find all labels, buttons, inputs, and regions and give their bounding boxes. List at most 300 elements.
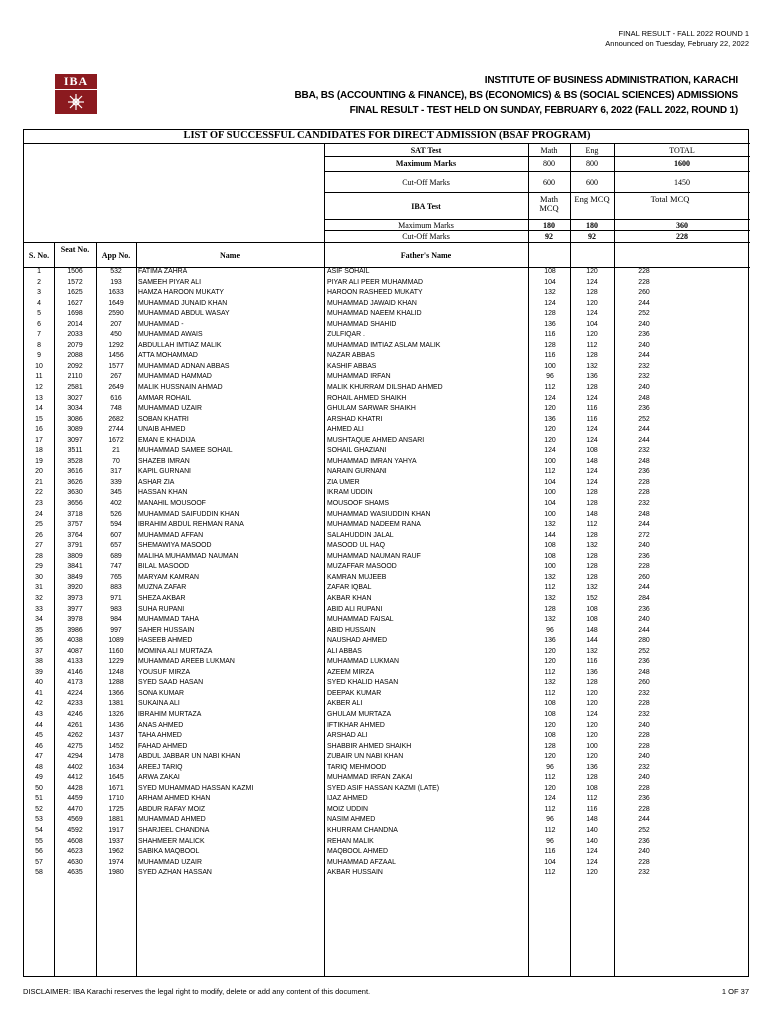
cell-total-mcq: 252 (638, 310, 650, 318)
cell-father-name: NAZAR ABBAS (327, 352, 375, 360)
cell-sno: 13 (35, 394, 43, 402)
table-row (24, 837, 750, 848)
cell-father-name: MOIZ UDDIN (327, 805, 368, 813)
cell-math-mcq: 132 (544, 594, 556, 602)
cell-app-no: 1160 (108, 647, 124, 655)
cell-seat-no: 4294 (67, 753, 83, 761)
cell-name: HASEEB AHMED (138, 637, 193, 645)
cell-sno: 40 (35, 679, 43, 687)
cell-father-name: AKBAR KHAN (327, 594, 372, 602)
cell-math-mcq: 104 (544, 500, 556, 508)
cell-eng-mcq: 108 (586, 616, 598, 624)
cell-father-name: SALAHUDDIN JALAL (327, 531, 394, 539)
cell-math-mcq: 100 (544, 510, 556, 518)
table-row (24, 773, 750, 784)
cell-name: MUHAMMAD UZAIR (138, 858, 202, 866)
cell-eng-mcq: 128 (586, 289, 598, 297)
cell-seat-no: 2110 (67, 373, 83, 381)
cell-name: ABDUL JABBAR UN NABI KHAN (138, 753, 241, 761)
iba-eng-header: Eng MCQ (574, 194, 610, 204)
cell-total-mcq: 272 (638, 531, 650, 539)
cell-math-mcq: 132 (544, 521, 556, 529)
cell-eng-mcq: 124 (586, 858, 598, 866)
cell-seat-no: 1698 (67, 310, 83, 318)
cell-father-name: MALIK KHURRAM DILSHAD AHMED (327, 384, 443, 392)
cell-name: MALIK HUSSNAIN AHMAD (138, 384, 223, 392)
cell-father-name: PIYAR ALI PEER MUHAMMAD (327, 278, 423, 286)
cell-total-mcq: 260 (638, 289, 650, 297)
cell-math-mcq: 100 (544, 457, 556, 465)
col-header-seat: Seat No. (60, 245, 90, 254)
cell-total-mcq: 232 (638, 689, 650, 697)
cell-eng-mcq: 124 (586, 468, 598, 476)
cell-name: ATTA MOHAMMAD (138, 352, 198, 360)
cell-seat-no: 2092 (67, 362, 83, 370)
table-row (24, 626, 750, 637)
cell-seat-no: 1625 (67, 289, 83, 297)
sat-cut-eng: 600 (586, 178, 598, 187)
cell-math-mcq: 128 (544, 341, 556, 349)
cell-father-name: MUHAMMAD IRFAN (327, 373, 391, 381)
programs-line: BBA, BS (ACCOUNTING & FINANCE), BS (ECONOMICS) & BS (SOCIAL SCIENCES) ADMISSIONS (294, 90, 738, 101)
cell-sno: 38 (35, 658, 43, 666)
cell-eng-mcq: 132 (586, 362, 598, 370)
cell-father-name: SHABBIR AHMED SHAIKH (327, 742, 412, 750)
col-header-name: Name (220, 251, 240, 260)
cell-father-name: MUHAMMAD NAUMAN RAUF (327, 552, 421, 560)
cell-seat-no: 3034 (67, 405, 83, 413)
cell-eng-mcq: 124 (586, 394, 598, 402)
cell-math-mcq: 96 (546, 373, 554, 381)
cell-math-mcq: 108 (544, 732, 556, 740)
cell-app-no: 532 (110, 268, 122, 275)
cell-name: FATIMA ZAHRA (138, 268, 188, 275)
cell-app-no: 345 (110, 489, 122, 497)
cell-father-name: ARSHAD KHATRI (327, 415, 383, 423)
sat-total-header: TOTAL (669, 146, 695, 155)
cell-seat-no: 3841 (67, 563, 83, 571)
table-row (24, 320, 750, 331)
table-row (24, 436, 750, 447)
cell-app-no: 2649 (108, 384, 124, 392)
cell-total-mcq: 248 (638, 457, 650, 465)
cell-seat-no: 2079 (67, 341, 83, 349)
table-row (24, 531, 750, 542)
cell-seat-no: 3656 (67, 500, 83, 508)
cell-total-mcq: 228 (638, 563, 650, 571)
cell-sno: 54 (35, 826, 43, 834)
cell-total-mcq: 228 (638, 278, 650, 286)
table-row (24, 594, 750, 605)
cell-eng-mcq: 148 (586, 626, 598, 634)
cell-father-name: IJAZ AHMED (327, 795, 368, 803)
table-row (24, 362, 750, 373)
cell-father-name: ZAFAR IQBAL (327, 584, 372, 592)
cell-seat-no: 3978 (67, 616, 83, 624)
cell-eng-mcq: 120 (586, 753, 598, 761)
cell-eng-mcq: 128 (586, 352, 598, 360)
cell-total-mcq: 240 (638, 753, 650, 761)
cell-sno: 43 (35, 710, 43, 718)
cell-father-name: AZEEM MIRZA (327, 668, 375, 676)
cell-father-name: IKRAM UDDIN (327, 489, 373, 497)
cell-father-name: TARIQ MEHMOOD (327, 763, 387, 771)
cell-name: MUHAMMAD TAHA (138, 616, 199, 624)
table-row (24, 562, 750, 573)
cell-name: ARWA ZAKAI (138, 774, 180, 782)
cell-name: IBRAHIM MURTAZA (138, 710, 202, 718)
cell-total-mcq: 240 (638, 774, 650, 782)
cell-father-name: AHMED ALI (327, 426, 364, 434)
cell-father-name: NARAIN GURNANI (327, 468, 387, 476)
cell-app-no: 1671 (108, 784, 124, 792)
cell-math-mcq: 112 (544, 774, 556, 782)
cell-sno: 12 (35, 384, 43, 392)
cell-sno: 17 (35, 436, 43, 444)
table-row (24, 752, 750, 763)
cell-name: ANAS AHMED (138, 721, 184, 729)
cell-total-mcq: 228 (638, 478, 650, 486)
cell-sno: 5 (37, 310, 41, 318)
cell-math-mcq: 96 (546, 816, 554, 824)
table-row (24, 636, 750, 647)
cell-seat-no: 1572 (67, 278, 83, 286)
cell-sno: 18 (35, 447, 43, 455)
cell-name: MUHAMMAD - (138, 320, 184, 328)
cell-seat-no: 4459 (67, 795, 83, 803)
cell-sno: 9 (37, 352, 41, 360)
cell-app-no: 747 (110, 563, 122, 571)
col-header-sno: S. No. (28, 251, 50, 260)
cell-name: TAHA AHMED (138, 732, 182, 740)
cell-math-mcq: 108 (544, 542, 556, 550)
table-row (24, 488, 750, 499)
cell-math-mcq: 104 (544, 858, 556, 866)
cell-father-name: MAQBOOL AHMED (327, 848, 389, 856)
cell-total-mcq: 232 (638, 710, 650, 718)
cell-name: MUHAMMAD ABDUL WASAY (138, 310, 230, 318)
cell-seat-no: 4470 (67, 805, 83, 813)
cell-math-mcq: 100 (544, 489, 556, 497)
sat-max-total: 1600 (674, 159, 690, 168)
table-row (24, 299, 750, 310)
cell-eng-mcq: 128 (586, 774, 598, 782)
cell-math-mcq: 124 (544, 447, 556, 455)
cell-seat-no: 3528 (67, 457, 83, 465)
cell-name: MUHAMMAD AFFAN (138, 531, 204, 539)
cell-eng-mcq: 116 (586, 405, 598, 413)
cell-math-mcq: 132 (544, 616, 556, 624)
table-row (24, 510, 750, 521)
cell-name: MUHAMMAD SAIFUDDIN KHAN (138, 510, 240, 518)
cell-father-name: KAMRAN MUJEEB (327, 573, 387, 581)
sat-eng-header: Eng (585, 146, 599, 155)
cell-eng-mcq: 128 (586, 489, 598, 497)
cell-father-name: MUSHTAQUE AHMED ANSARI (327, 436, 425, 444)
cell-name: MUHAMMAD AWAIS (138, 331, 203, 339)
cell-seat-no: 3086 (67, 415, 83, 423)
cell-math-mcq: 120 (544, 405, 556, 413)
table-row (24, 415, 750, 426)
cell-math-mcq: 132 (544, 679, 556, 687)
cell-name: MANAHIL MOUSOOF (138, 500, 206, 508)
cell-total-mcq: 240 (638, 848, 650, 856)
cell-father-name: ZUBAIR UN NABI KHAN (327, 753, 404, 761)
table-row (24, 784, 750, 795)
cell-father-name: ASIF SOHAIL (327, 268, 370, 275)
cell-eng-mcq: 132 (586, 584, 598, 592)
cell-app-no: 1881 (108, 816, 124, 824)
cell-total-mcq: 240 (638, 320, 650, 328)
cell-sno: 15 (35, 415, 43, 423)
cell-sno: 33 (35, 605, 43, 613)
cell-app-no: 317 (110, 468, 122, 476)
table-row (24, 478, 750, 489)
iba-cut-total: 228 (676, 232, 688, 241)
cell-app-no: 765 (110, 573, 122, 581)
cell-total-mcq: 248 (638, 668, 650, 676)
cell-seat-no: 3986 (67, 626, 83, 634)
cell-name: MUHAMMAD SAMEE SOHAIL (138, 447, 233, 455)
cell-name: FAHAD AHMED (138, 742, 188, 750)
cell-math-mcq: 96 (546, 763, 554, 771)
cell-seat-no: 4630 (67, 858, 83, 866)
table-row (24, 731, 750, 742)
cell-math-mcq: 132 (544, 289, 556, 297)
cell-father-name: ZULFIQAR . (327, 331, 365, 339)
cell-seat-no: 3097 (67, 436, 83, 444)
cell-total-mcq: 240 (638, 542, 650, 550)
cell-sno: 53 (35, 816, 43, 824)
cell-eng-mcq: 112 (586, 795, 598, 803)
cell-total-mcq: 236 (638, 468, 650, 476)
iba-max-total: 360 (676, 221, 688, 230)
cell-seat-no: 2014 (67, 320, 83, 328)
cell-math-mcq: 136 (544, 637, 556, 645)
cell-eng-mcq: 136 (586, 668, 598, 676)
cell-math-mcq: 112 (544, 689, 556, 697)
cell-name: MUHAMMAD AHMED (138, 816, 206, 824)
cell-total-mcq: 244 (638, 299, 650, 307)
table-row (24, 868, 750, 879)
test-info-line: FINAL RESULT - TEST HELD ON SUNDAY, FEBRUARY 6, 2022 (FALL 2022, ROUND 1) (349, 105, 738, 116)
announcement-date: Announced on Tuesday, February 22, 2022 (605, 39, 749, 48)
cell-total-mcq: 244 (638, 426, 650, 434)
cell-seat-no: 3089 (67, 426, 83, 434)
cell-total-mcq: 248 (638, 510, 650, 518)
cell-father-name: MUHAMMAD NADEEM RANA (327, 521, 421, 529)
cell-father-name: GHULAM MURTAZA (327, 710, 392, 718)
cell-eng-mcq: 124 (586, 848, 598, 856)
table-row (24, 288, 750, 299)
table-row (24, 573, 750, 584)
cell-eng-mcq: 112 (586, 521, 598, 529)
cell-seat-no: 4428 (67, 784, 83, 792)
cell-total-mcq: 228 (638, 268, 650, 275)
cell-eng-mcq: 136 (586, 763, 598, 771)
cell-math-mcq: 100 (544, 563, 556, 571)
cell-seat-no: 4275 (67, 742, 83, 750)
cell-eng-mcq: 132 (586, 647, 598, 655)
cell-name: MOMINA ALI MURTAZA (138, 647, 213, 655)
cell-math-mcq: 112 (544, 869, 556, 877)
cell-seat-no: 3809 (67, 552, 83, 560)
cell-name: YOUSUF MIRZA (138, 668, 191, 676)
cell-name: KAPIL GURNANI (138, 468, 191, 476)
cell-total-mcq: 252 (638, 415, 650, 423)
cell-name: SABIKA MAQBOOL (138, 848, 200, 856)
cell-seat-no: 2033 (67, 331, 83, 339)
cell-sno: 24 (35, 510, 43, 518)
cell-seat-no: 3920 (67, 584, 83, 592)
table-row (24, 583, 750, 594)
cell-father-name: MUHAMMAD JAWAID KHAN (327, 299, 417, 307)
table-row (24, 678, 750, 689)
table-row (24, 457, 750, 468)
cell-seat-no: 1506 (67, 268, 83, 275)
cell-eng-mcq: 124 (586, 710, 598, 718)
cell-app-no: 1478 (108, 753, 124, 761)
cell-seat-no: 4173 (67, 679, 83, 687)
cell-sno: 46 (35, 742, 43, 750)
cell-math-mcq: 112 (544, 805, 556, 813)
cell-sno: 22 (35, 489, 43, 497)
cell-math-mcq: 124 (544, 795, 556, 803)
cell-eng-mcq: 112 (586, 341, 598, 349)
cell-eng-mcq: 116 (586, 415, 598, 423)
table-row (24, 552, 750, 563)
cell-eng-mcq: 120 (586, 732, 598, 740)
table-row (24, 805, 750, 816)
cell-sno: 47 (35, 753, 43, 761)
cell-seat-no: 3977 (67, 605, 83, 613)
cell-seat-no: 4087 (67, 647, 83, 655)
table-row (24, 847, 750, 858)
cell-math-mcq: 112 (544, 826, 556, 834)
cell-eng-mcq: 104 (586, 320, 598, 328)
cell-seat-no: 3511 (67, 447, 83, 455)
cell-app-no: 657 (110, 542, 122, 550)
cell-name: AREEJ TARIQ (138, 763, 183, 771)
cell-eng-mcq: 120 (586, 869, 598, 877)
cell-eng-mcq: 136 (586, 373, 598, 381)
cell-math-mcq: 116 (544, 848, 556, 856)
cell-father-name: SOHAIL GHAZIANI (327, 447, 387, 455)
cell-total-mcq: 244 (638, 521, 650, 529)
table-row (24, 815, 750, 826)
table-row (24, 858, 750, 869)
cell-app-no: 1672 (108, 436, 124, 444)
cell-eng-mcq: 128 (586, 679, 598, 687)
sat-math-header: Math (540, 146, 558, 155)
cell-total-mcq: 228 (638, 742, 650, 750)
cell-app-no: 1326 (108, 710, 124, 718)
cell-father-name: ABID ALI RUPANI (327, 605, 383, 613)
iba-max-label: Maximum Marks (398, 221, 454, 230)
cell-father-name: MUHAMMAD WASIUDDIN KHAN (327, 510, 431, 518)
table-row (24, 467, 750, 478)
cell-total-mcq: 232 (638, 869, 650, 877)
table-row (24, 309, 750, 320)
cell-math-mcq: 128 (544, 605, 556, 613)
cell-sno: 8 (37, 341, 41, 349)
table-row (24, 615, 750, 626)
cell-total-mcq: 240 (638, 721, 650, 729)
cell-name: MUHAMMAD JUNAID KHAN (138, 299, 228, 307)
table-row (24, 383, 750, 394)
cell-name: SYED MUHAMMAD HASSAN KAZMI (138, 784, 254, 792)
cell-sno: 25 (35, 521, 43, 529)
cell-app-no: 1436 (108, 721, 124, 729)
institute-name: INSTITUTE OF BUSINESS ADMINISTRATION, KARACHI (484, 75, 738, 86)
cell-math-mcq: 108 (544, 268, 556, 275)
table-row (24, 278, 750, 289)
cell-name: UNAIB AHMED (138, 426, 186, 434)
cell-sno: 10 (35, 362, 43, 370)
cell-math-mcq: 104 (544, 278, 556, 286)
table-row (24, 404, 750, 415)
cell-seat-no: 3757 (67, 521, 83, 529)
cell-name: SAMEEH PIYAR ALI (138, 278, 202, 286)
cell-name: SUHA RUPANI (138, 605, 185, 613)
cell-math-mcq: 136 (544, 415, 556, 423)
table-row (24, 763, 750, 774)
cell-math-mcq: 108 (544, 710, 556, 718)
cell-eng-mcq: 128 (586, 531, 598, 539)
cell-eng-mcq: 116 (586, 805, 598, 813)
cell-sno: 23 (35, 500, 43, 508)
cell-name: BILAL MASOOD (138, 563, 190, 571)
cell-app-no: 207 (110, 320, 122, 328)
cell-seat-no: 4261 (67, 721, 83, 729)
cell-app-no: 70 (112, 457, 120, 465)
cell-total-mcq: 244 (638, 584, 650, 592)
cell-app-no: 193 (110, 278, 122, 286)
iba-max-eng: 180 (586, 221, 598, 230)
cell-app-no: 997 (110, 626, 122, 634)
cell-math-mcq: 132 (544, 573, 556, 581)
cell-name: SOBAN KHATRI (138, 415, 189, 423)
table-body (24, 267, 750, 879)
cell-app-no: 1649 (108, 299, 124, 307)
cell-app-no: 1089 (108, 637, 124, 645)
col-header-father: Father's Name (400, 251, 452, 260)
cell-app-no: 1633 (108, 289, 124, 297)
cell-sno: 55 (35, 837, 43, 845)
table-row (24, 520, 750, 531)
cell-seat-no: 4592 (67, 826, 83, 834)
sat-cut-total: 1450 (674, 178, 690, 187)
cell-total-mcq: 260 (638, 679, 650, 687)
table-row (24, 351, 750, 362)
cell-father-name: REHAN MALIK (327, 837, 374, 845)
cell-sno: 58 (35, 869, 43, 877)
cell-app-no: 1710 (108, 795, 124, 803)
cell-app-no: 689 (110, 552, 122, 560)
cell-math-mcq: 120 (544, 426, 556, 434)
result-announcement (605, 29, 749, 49)
sat-max-math: 800 (543, 159, 555, 168)
cell-app-no: 402 (110, 500, 122, 508)
table-row (24, 742, 750, 753)
cell-father-name: MUHAMMAD NAEEM KHALID (327, 310, 422, 318)
cell-name: MUHAMMAD AREEB LUKMAN (138, 658, 235, 666)
cell-total-mcq: 260 (638, 573, 650, 581)
cell-sno: 48 (35, 763, 43, 771)
table-row (24, 794, 750, 805)
cell-seat-no: 3027 (67, 394, 83, 402)
table-row (24, 647, 750, 658)
